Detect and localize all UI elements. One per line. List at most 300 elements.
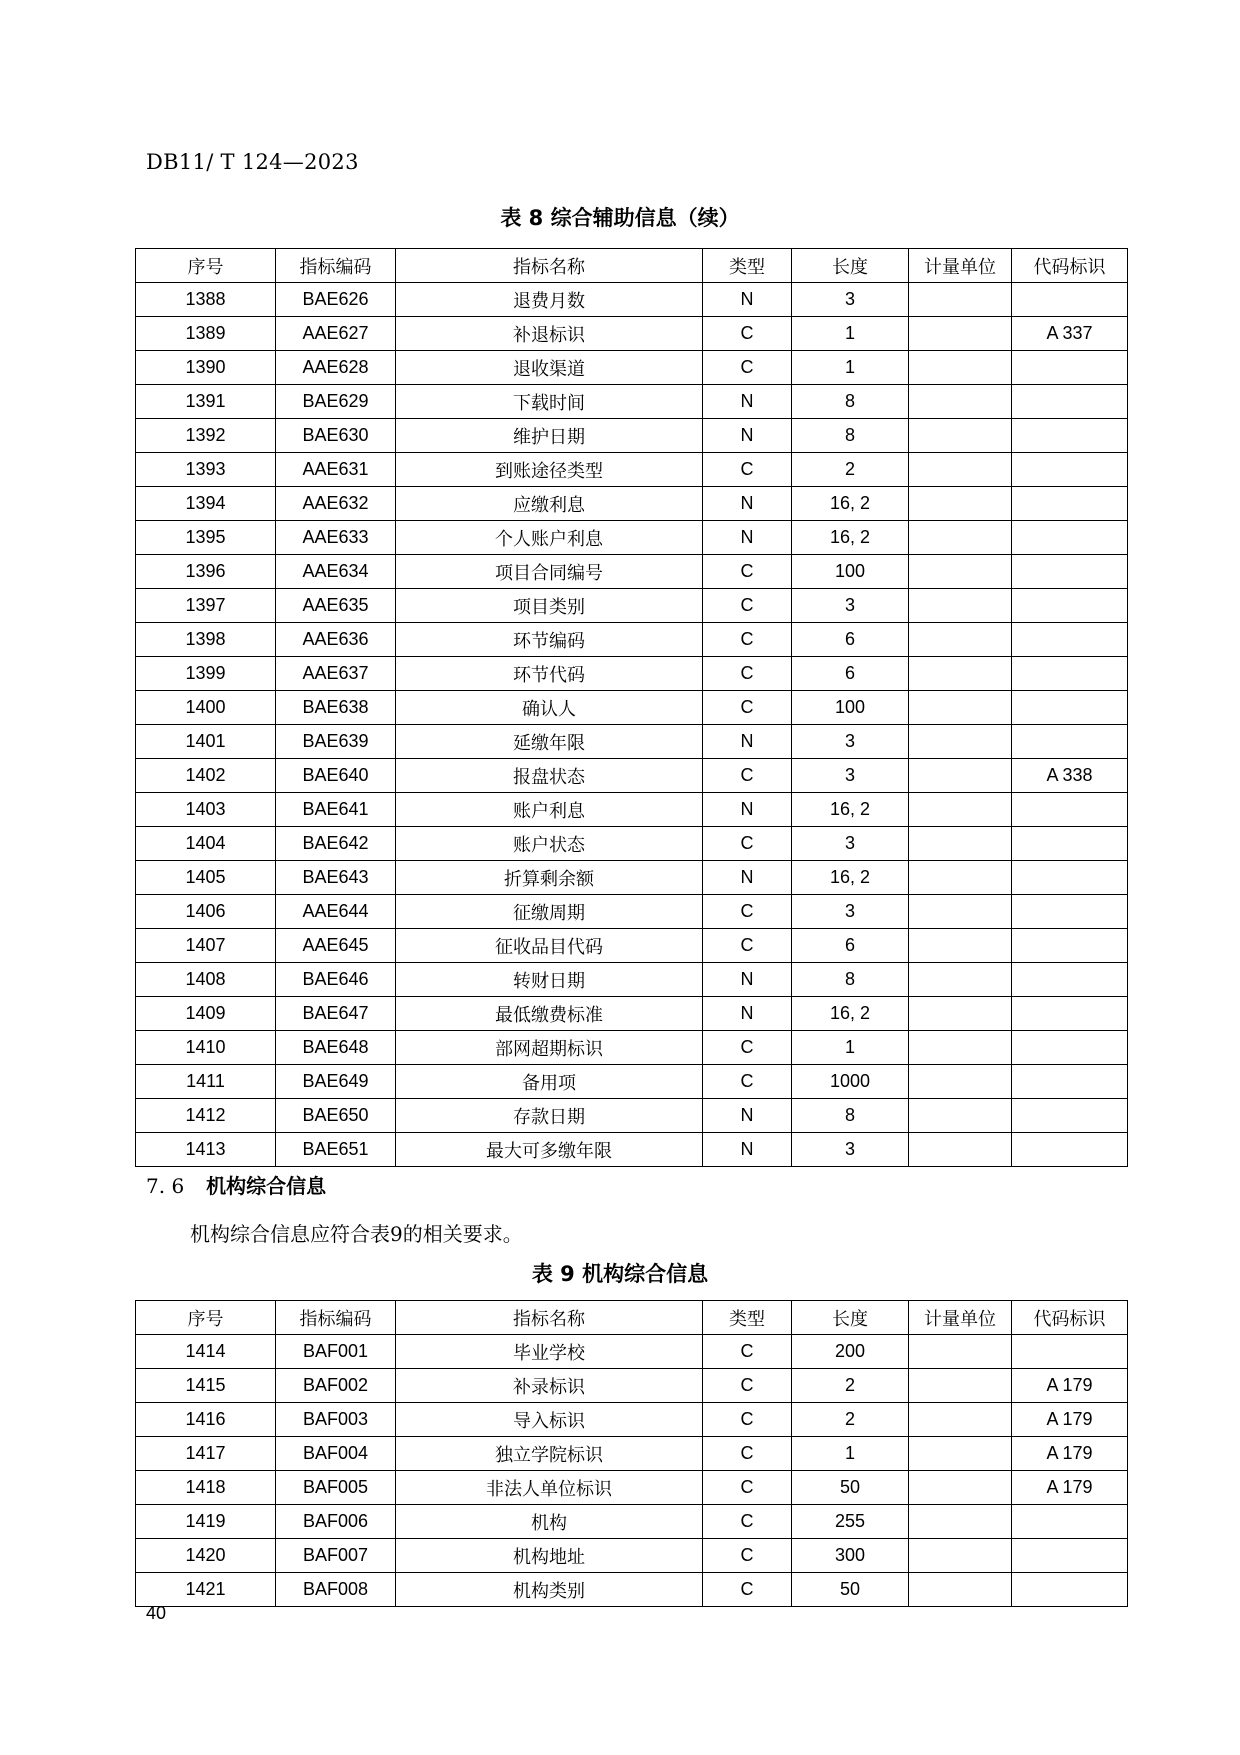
table-row (136, 1437, 1128, 1471)
cell-code: BAE646 (276, 963, 396, 997)
cell-name: 个人账户利息 (396, 521, 703, 555)
cell-index: 1410 (136, 1031, 276, 1065)
cell-unit (909, 1573, 1012, 1607)
cell-code: BAE650 (276, 1099, 396, 1133)
table-row (136, 1065, 1128, 1099)
cell-unit (909, 487, 1012, 521)
cell-code: BAE648 (276, 1031, 396, 1065)
table-row (136, 1369, 1128, 1403)
cell-type: C (703, 827, 792, 861)
cell-type: C (703, 929, 792, 963)
table-row (136, 1573, 1128, 1607)
cell-index: 1418 (136, 1471, 276, 1505)
cell-unit (909, 759, 1012, 793)
cell-unit (909, 827, 1012, 861)
cell-length: 3 (792, 725, 909, 759)
cell-name: 征缴周期 (396, 895, 703, 929)
cell-index: 1401 (136, 725, 276, 759)
table-row (136, 555, 1128, 589)
table-row (136, 725, 1128, 759)
cell-code-id: A 179 (1012, 1471, 1128, 1505)
cell-unit (909, 1539, 1012, 1573)
cell-type: C (703, 555, 792, 589)
cell-code-id (1012, 419, 1128, 453)
table-row (136, 691, 1128, 725)
table-row (136, 521, 1128, 555)
cell-code: BAE626 (276, 283, 396, 317)
cell-code-id (1012, 1133, 1128, 1167)
table-9 (135, 1300, 1128, 1607)
cell-length: 16, 2 (792, 997, 909, 1031)
cell-name: 下载时间 (396, 385, 703, 419)
cell-code: BAE651 (276, 1133, 396, 1167)
cell-length: 100 (792, 691, 909, 725)
cell-length: 3 (792, 759, 909, 793)
cell-unit (909, 1099, 1012, 1133)
cell-name: 补录标识 (396, 1369, 703, 1403)
cell-name: 存款日期 (396, 1099, 703, 1133)
cell-code: BAE642 (276, 827, 396, 861)
cell-code: BAE639 (276, 725, 396, 759)
cell-index: 1392 (136, 419, 276, 453)
column-header: 代码标识 (1012, 249, 1128, 283)
cell-index: 1389 (136, 317, 276, 351)
cell-code: AAE635 (276, 589, 396, 623)
cell-unit (909, 1031, 1012, 1065)
table-row (136, 759, 1128, 793)
cell-length: 8 (792, 385, 909, 419)
column-header: 序号 (136, 249, 276, 283)
cell-code: BAF005 (276, 1471, 396, 1505)
table-row (136, 657, 1128, 691)
column-header: 指标名称 (396, 1301, 703, 1335)
cell-index: 1415 (136, 1369, 276, 1403)
table-header-row (136, 1301, 1128, 1335)
cell-name: 征收品目代码 (396, 929, 703, 963)
cell-type: N (703, 487, 792, 521)
cell-index: 1399 (136, 657, 276, 691)
cell-type: C (703, 691, 792, 725)
cell-unit (909, 317, 1012, 351)
cell-code: AAE645 (276, 929, 396, 963)
cell-name: 退费月数 (396, 283, 703, 317)
cell-code: AAE634 (276, 555, 396, 589)
cell-code: BAE629 (276, 385, 396, 419)
cell-unit (909, 1471, 1012, 1505)
section-title: 机构综合信息 (206, 1174, 327, 1198)
cell-index: 1391 (136, 385, 276, 419)
cell-code: AAE631 (276, 453, 396, 487)
cell-name: 机构类别 (396, 1573, 703, 1607)
cell-index: 1400 (136, 691, 276, 725)
column-header: 指标编码 (276, 1301, 396, 1335)
cell-code: BAF008 (276, 1573, 396, 1607)
cell-code-id (1012, 351, 1128, 385)
cell-unit (909, 351, 1012, 385)
cell-index: 1417 (136, 1437, 276, 1471)
table-row (136, 1335, 1128, 1369)
cell-code: BAF003 (276, 1403, 396, 1437)
cell-name: 账户状态 (396, 827, 703, 861)
table-row (136, 1031, 1128, 1065)
cell-type: N (703, 1133, 792, 1167)
cell-unit (909, 861, 1012, 895)
table-row (136, 385, 1128, 419)
cell-name: 转财日期 (396, 963, 703, 997)
cell-code-id (1012, 487, 1128, 521)
page-number: 40 (146, 1603, 167, 1623)
cell-code: AAE633 (276, 521, 396, 555)
cell-length: 1 (792, 1437, 909, 1471)
cell-unit (909, 521, 1012, 555)
table-row (136, 351, 1128, 385)
cell-length: 3 (792, 827, 909, 861)
cell-unit (909, 1065, 1012, 1099)
cell-name: 到账途径类型 (396, 453, 703, 487)
cell-length: 1 (792, 1031, 909, 1065)
cell-length: 16, 2 (792, 793, 909, 827)
cell-name: 机构 (396, 1505, 703, 1539)
cell-unit (909, 1505, 1012, 1539)
cell-name: 项目合同编号 (396, 555, 703, 589)
cell-unit (909, 283, 1012, 317)
cell-name: 环节代码 (396, 657, 703, 691)
cell-index: 1405 (136, 861, 276, 895)
cell-type: C (703, 1403, 792, 1437)
table-row (136, 1539, 1128, 1573)
cell-type: N (703, 521, 792, 555)
cell-type: C (703, 759, 792, 793)
cell-name: 独立学院标识 (396, 1437, 703, 1471)
cell-length: 1 (792, 317, 909, 351)
cell-unit (909, 555, 1012, 589)
cell-code-id (1012, 1573, 1128, 1607)
cell-name: 账户利息 (396, 793, 703, 827)
table-row (136, 895, 1128, 929)
cell-code: BAE630 (276, 419, 396, 453)
cell-code-id: A 338 (1012, 759, 1128, 793)
table-row (136, 827, 1128, 861)
cell-index: 1411 (136, 1065, 276, 1099)
table-row (136, 1403, 1128, 1437)
cell-name: 非法人单位标识 (396, 1471, 703, 1505)
cell-index: 1394 (136, 487, 276, 521)
cell-unit (909, 589, 1012, 623)
cell-code-id (1012, 1539, 1128, 1573)
cell-code: BAF007 (276, 1539, 396, 1573)
cell-unit (909, 419, 1012, 453)
cell-name: 折算剩余额 (396, 861, 703, 895)
cell-code-id: A 179 (1012, 1437, 1128, 1471)
cell-unit (909, 657, 1012, 691)
cell-code-id: A 179 (1012, 1403, 1128, 1437)
table-row (136, 793, 1128, 827)
cell-length: 50 (792, 1573, 909, 1607)
cell-type: C (703, 895, 792, 929)
cell-index: 1404 (136, 827, 276, 861)
cell-unit (909, 1335, 1012, 1369)
cell-name: 报盘状态 (396, 759, 703, 793)
cell-code: BAE641 (276, 793, 396, 827)
cell-code: BAE649 (276, 1065, 396, 1099)
cell-code-id (1012, 861, 1128, 895)
cell-name: 毕业学校 (396, 1335, 703, 1369)
cell-unit (909, 895, 1012, 929)
cell-unit (909, 725, 1012, 759)
cell-code-id (1012, 827, 1128, 861)
table-row (136, 487, 1128, 521)
cell-code: BAF001 (276, 1335, 396, 1369)
cell-type: C (703, 1471, 792, 1505)
cell-type: N (703, 997, 792, 1031)
cell-length: 16, 2 (792, 487, 909, 521)
cell-code-id (1012, 1099, 1128, 1133)
table-row (136, 929, 1128, 963)
cell-code-id (1012, 793, 1128, 827)
cell-code-id (1012, 623, 1128, 657)
cell-unit (909, 963, 1012, 997)
section-number: 7. 6 (146, 1174, 185, 1198)
cell-type: N (703, 283, 792, 317)
cell-code-id (1012, 1031, 1128, 1065)
cell-index: 1408 (136, 963, 276, 997)
cell-name: 导入标识 (396, 1403, 703, 1437)
cell-length: 2 (792, 1369, 909, 1403)
column-header: 类型 (703, 249, 792, 283)
cell-length: 1 (792, 351, 909, 385)
cell-name: 维护日期 (396, 419, 703, 453)
cell-unit (909, 385, 1012, 419)
cell-type: C (703, 453, 792, 487)
cell-type: C (703, 589, 792, 623)
cell-type: C (703, 1065, 792, 1099)
cell-index: 1421 (136, 1573, 276, 1607)
cell-code-id: A 179 (1012, 1369, 1128, 1403)
cell-type: C (703, 317, 792, 351)
cell-length: 3 (792, 895, 909, 929)
cell-code: AAE637 (276, 657, 396, 691)
table-header-row (136, 249, 1128, 283)
cell-length: 8 (792, 419, 909, 453)
cell-index: 1395 (136, 521, 276, 555)
table-row (136, 317, 1128, 351)
cell-index: 1396 (136, 555, 276, 589)
cell-code: BAF004 (276, 1437, 396, 1471)
document-code: DB11/ T 124—2023 (146, 150, 359, 174)
cell-name: 退收渠道 (396, 351, 703, 385)
cell-code-id (1012, 589, 1128, 623)
cell-type: N (703, 861, 792, 895)
cell-code: BAE643 (276, 861, 396, 895)
cell-length: 8 (792, 1099, 909, 1133)
cell-index: 1407 (136, 929, 276, 963)
cell-length: 6 (792, 623, 909, 657)
cell-index: 1402 (136, 759, 276, 793)
cell-code-id (1012, 1065, 1128, 1099)
cell-code-id (1012, 283, 1128, 317)
cell-name: 延缴年限 (396, 725, 703, 759)
cell-unit (909, 1369, 1012, 1403)
cell-code: AAE644 (276, 895, 396, 929)
cell-code: BAF002 (276, 1369, 396, 1403)
column-header: 指标编码 (276, 249, 396, 283)
cell-type: C (703, 1437, 792, 1471)
column-header: 计量单位 (909, 249, 1012, 283)
cell-type: C (703, 623, 792, 657)
table-row (136, 963, 1128, 997)
cell-type: C (703, 657, 792, 691)
cell-code-id (1012, 895, 1128, 929)
cell-name: 部网超期标识 (396, 1031, 703, 1065)
cell-code: BAF006 (276, 1505, 396, 1539)
cell-length: 8 (792, 963, 909, 997)
section-paragraph: 机构综合信息应符合表9的相关要求。 (190, 1222, 523, 1246)
cell-type: C (703, 1505, 792, 1539)
cell-code: AAE627 (276, 317, 396, 351)
cell-length: 6 (792, 657, 909, 691)
cell-index: 1393 (136, 453, 276, 487)
cell-code-id (1012, 657, 1128, 691)
column-header: 类型 (703, 1301, 792, 1335)
cell-unit (909, 793, 1012, 827)
section-heading (146, 1170, 326, 1199)
cell-length: 50 (792, 1471, 909, 1505)
cell-length: 16, 2 (792, 861, 909, 895)
cell-name: 环节编码 (396, 623, 703, 657)
cell-unit (909, 1437, 1012, 1471)
cell-length: 200 (792, 1335, 909, 1369)
column-header: 序号 (136, 1301, 276, 1335)
table-row (136, 419, 1128, 453)
cell-code-id (1012, 929, 1128, 963)
cell-type: N (703, 419, 792, 453)
table-row (136, 1133, 1128, 1167)
cell-index: 1413 (136, 1133, 276, 1167)
cell-unit (909, 691, 1012, 725)
cell-code-id (1012, 521, 1128, 555)
table-8-body (136, 283, 1128, 1167)
cell-code: AAE628 (276, 351, 396, 385)
cell-length: 3 (792, 283, 909, 317)
cell-length: 16, 2 (792, 521, 909, 555)
cell-unit (909, 453, 1012, 487)
cell-index: 1416 (136, 1403, 276, 1437)
cell-type: C (703, 1335, 792, 1369)
cell-type: N (703, 725, 792, 759)
cell-index: 1397 (136, 589, 276, 623)
cell-code-id (1012, 997, 1128, 1031)
cell-index: 1409 (136, 997, 276, 1031)
cell-length: 300 (792, 1539, 909, 1573)
column-header: 计量单位 (909, 1301, 1012, 1335)
cell-code-id (1012, 963, 1128, 997)
cell-index: 1398 (136, 623, 276, 657)
cell-name: 机构地址 (396, 1539, 703, 1573)
table-8 (135, 248, 1128, 1167)
cell-type: N (703, 963, 792, 997)
cell-unit (909, 1403, 1012, 1437)
cell-code-id (1012, 453, 1128, 487)
cell-name: 应缴利息 (396, 487, 703, 521)
table-row (136, 623, 1128, 657)
cell-length: 2 (792, 453, 909, 487)
cell-name: 最低缴费标准 (396, 997, 703, 1031)
cell-name: 项目类别 (396, 589, 703, 623)
cell-type: N (703, 1099, 792, 1133)
table-row (136, 1505, 1128, 1539)
cell-index: 1406 (136, 895, 276, 929)
cell-code-id (1012, 725, 1128, 759)
cell-code-id (1012, 691, 1128, 725)
table-row (136, 1471, 1128, 1505)
cell-code: BAE647 (276, 997, 396, 1031)
table-row (136, 861, 1128, 895)
cell-unit (909, 929, 1012, 963)
cell-name: 确认人 (396, 691, 703, 725)
cell-index: 1412 (136, 1099, 276, 1133)
cell-length: 3 (792, 1133, 909, 1167)
cell-type: C (703, 1369, 792, 1403)
cell-type: N (703, 793, 792, 827)
table-row (136, 997, 1128, 1031)
cell-length: 100 (792, 555, 909, 589)
cell-code-id: A 337 (1012, 317, 1128, 351)
table-9-caption: 表 9 机构综合信息 (531, 1262, 709, 1286)
table-row (136, 283, 1128, 317)
cell-index: 1419 (136, 1505, 276, 1539)
cell-index: 1388 (136, 283, 276, 317)
cell-type: N (703, 385, 792, 419)
cell-index: 1414 (136, 1335, 276, 1369)
cell-code-id (1012, 1335, 1128, 1369)
cell-type: C (703, 351, 792, 385)
cell-length: 1000 (792, 1065, 909, 1099)
cell-type: C (703, 1573, 792, 1607)
cell-code: BAE638 (276, 691, 396, 725)
column-header: 长度 (792, 249, 909, 283)
column-header: 指标名称 (396, 249, 703, 283)
cell-type: C (703, 1031, 792, 1065)
table-9-body (136, 1335, 1128, 1607)
cell-type: C (703, 1539, 792, 1573)
table-8-caption: 表 8 综合辅助信息（续） (500, 206, 740, 230)
table-row (136, 1099, 1128, 1133)
column-header: 代码标识 (1012, 1301, 1128, 1335)
cell-unit (909, 1133, 1012, 1167)
table-row (136, 453, 1128, 487)
cell-code-id (1012, 385, 1128, 419)
cell-name: 补退标识 (396, 317, 703, 351)
cell-length: 6 (792, 929, 909, 963)
cell-code-id (1012, 555, 1128, 589)
column-header: 长度 (792, 1301, 909, 1335)
table-row (136, 589, 1128, 623)
cell-length: 255 (792, 1505, 909, 1539)
cell-code: BAE640 (276, 759, 396, 793)
cell-code: AAE632 (276, 487, 396, 521)
cell-unit (909, 997, 1012, 1031)
cell-name: 备用项 (396, 1065, 703, 1099)
cell-length: 2 (792, 1403, 909, 1437)
cell-code: AAE636 (276, 623, 396, 657)
cell-index: 1403 (136, 793, 276, 827)
cell-code-id (1012, 1505, 1128, 1539)
cell-index: 1390 (136, 351, 276, 385)
cell-name: 最大可多缴年限 (396, 1133, 703, 1167)
cell-length: 3 (792, 589, 909, 623)
cell-unit (909, 623, 1012, 657)
cell-index: 1420 (136, 1539, 276, 1573)
